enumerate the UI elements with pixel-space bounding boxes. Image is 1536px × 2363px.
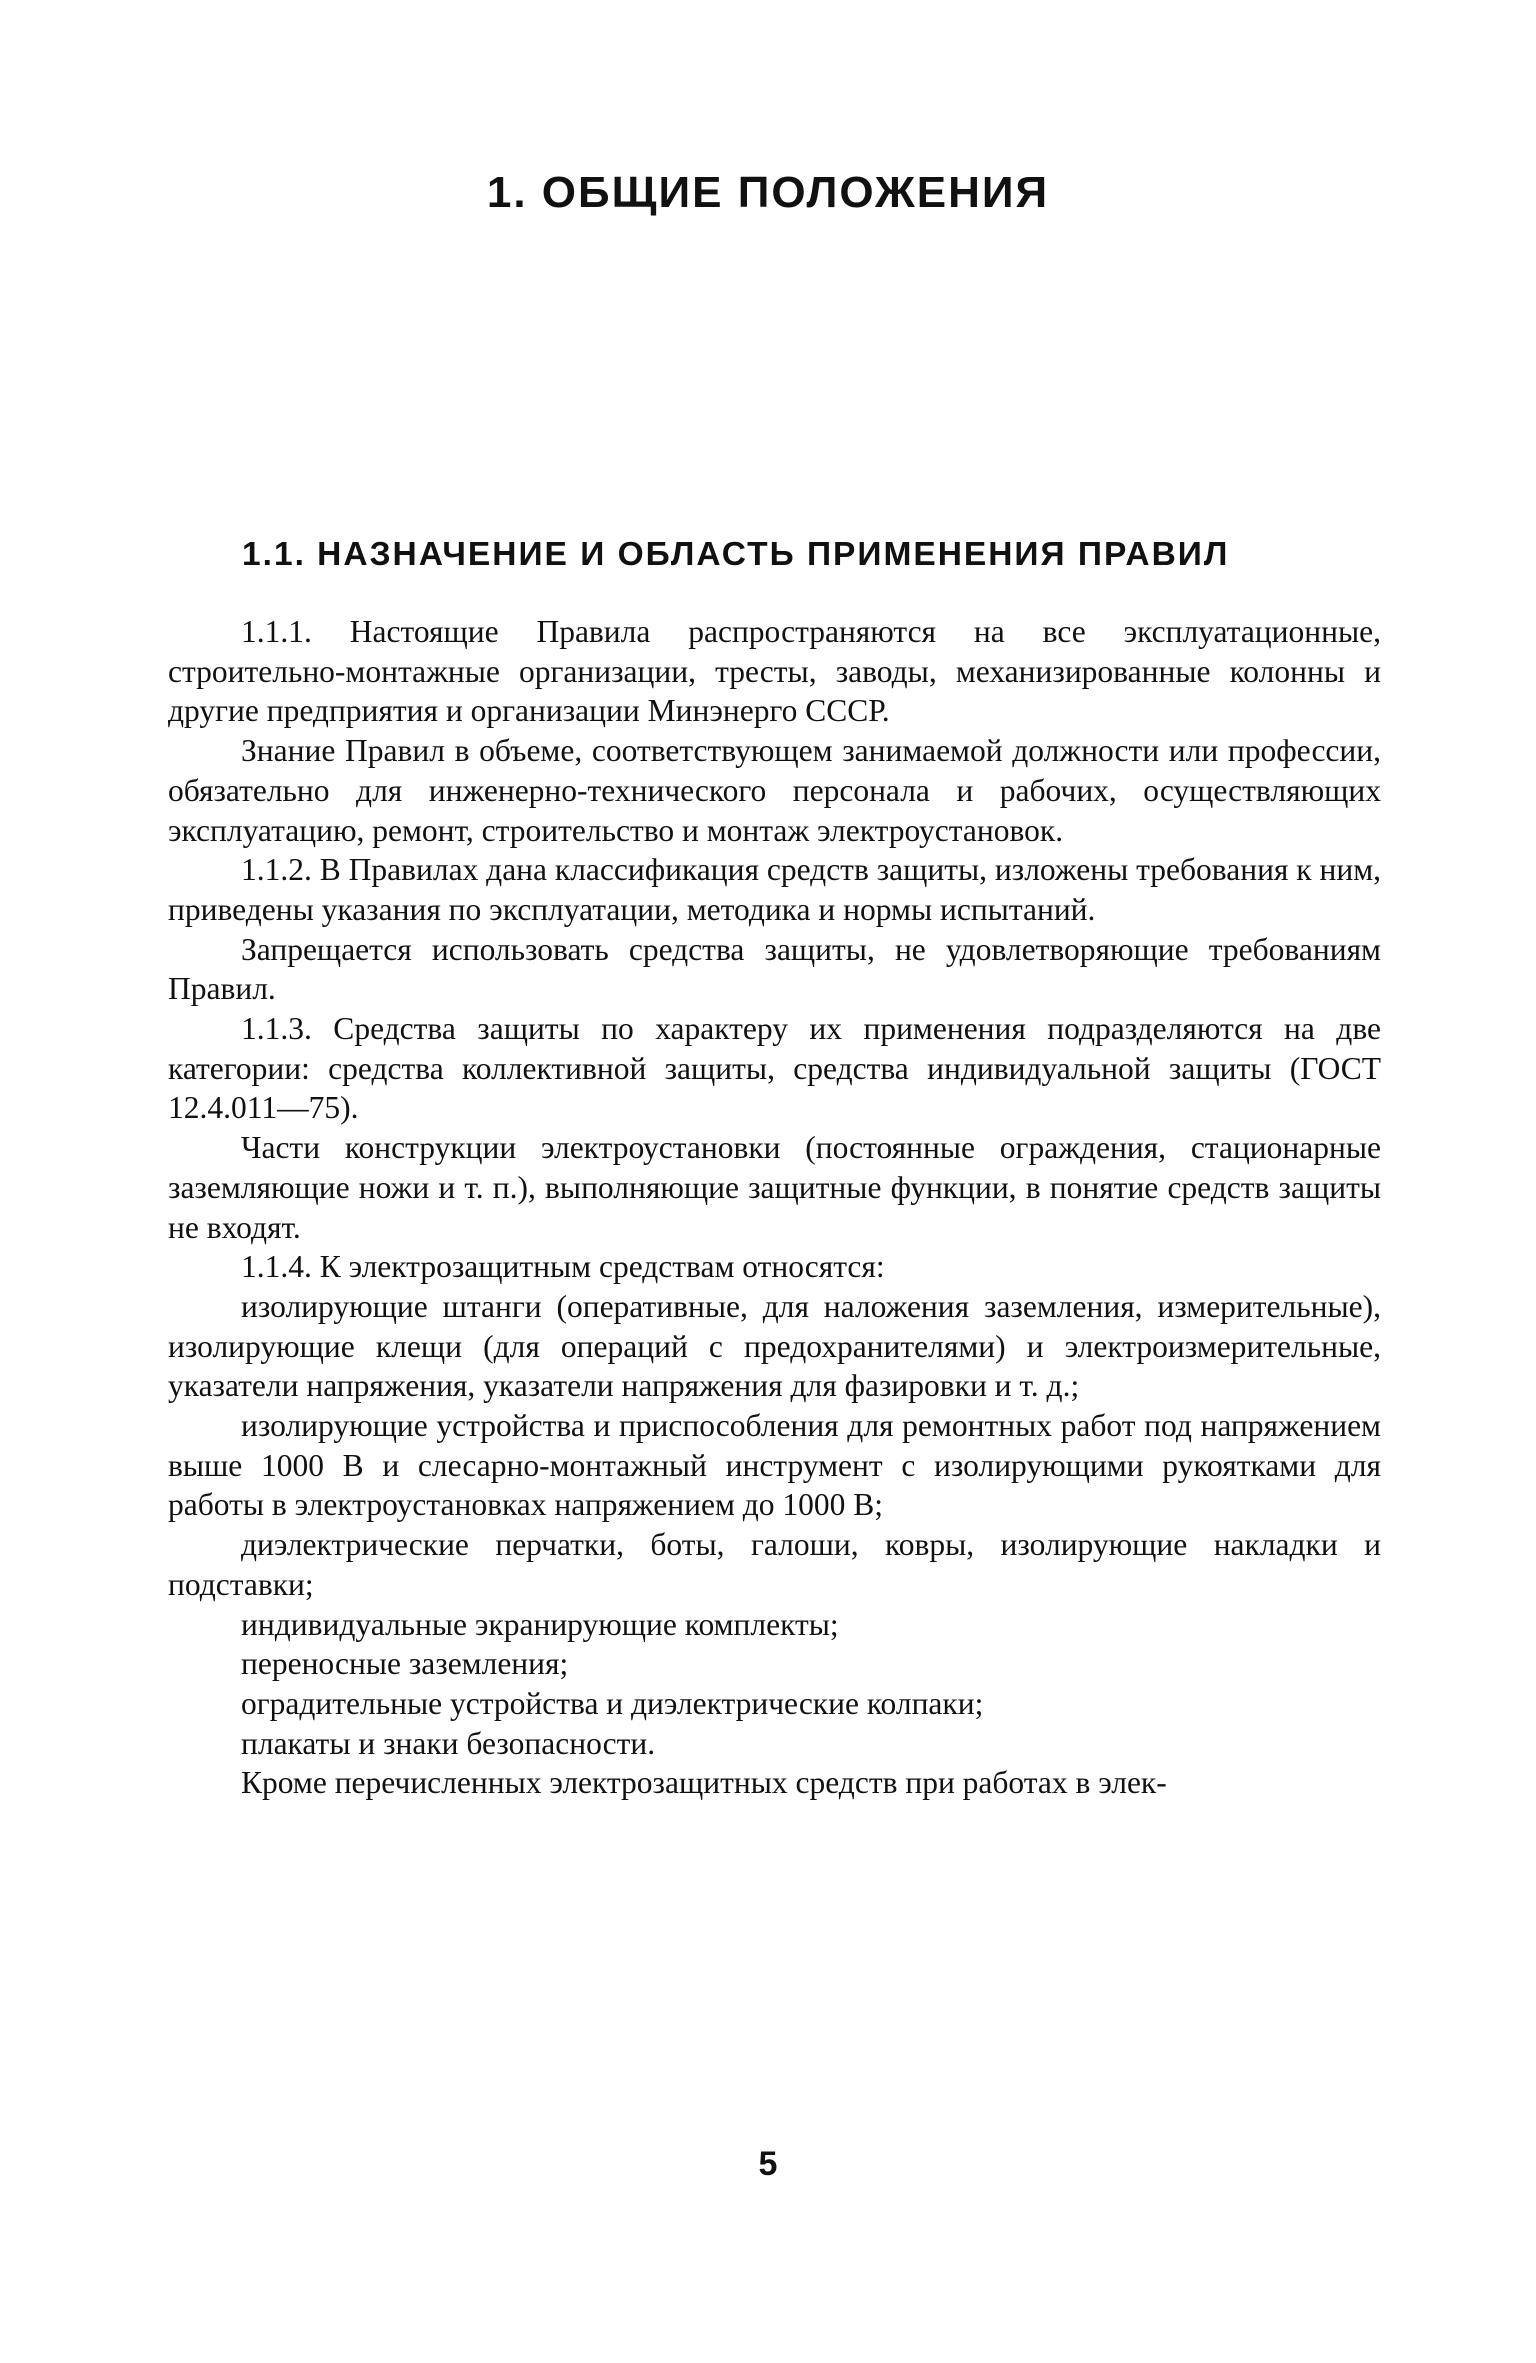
section-title: 1.1. НАЗНАЧЕНИЕ И ОБЛАСТЬ ПРИМЕНЕНИЯ ПРАВИЛ <box>242 536 1230 573</box>
paragraph-prohibition: Запрещается использовать средства защиты, не удовлетворяющие требованиям Правил. <box>168 931 1381 1007</box>
paragraph-1-1-2: 1.1.2. В Правилах дана классификация средств защиты, изложены требования к ним, приведены указания по эксплуатации, методика и нормы испытаний. <box>168 852 1381 927</box>
paragraph-knowledge: Знание Правил в объеме, соответствующем занимаемой должности или профессии, обязательно для инженерно-технического персонала и рабочих, осуществляющих эксплуатацию, ремонт, строительство и монтаж электроустановок. <box>168 733 1381 848</box>
list-item: изолирующие устройства и приспособления для ремонтных работ под напряжением выше 1000 В и слесарно-монтажный инструмент с изолирующими рукоятками для работы в электроустановках напряжением до 1000 В; <box>168 1408 1381 1523</box>
chapter-title: 1. ОБЩИЕ ПОЛОЖЕНИЯ <box>486 168 1050 217</box>
list-item: диэлектрические перчатки, боты, галоши, ковры, изолирующие накладки и подставки; <box>168 1527 1381 1602</box>
paragraph-1-1-1: 1.1.1. Настоящие Правила распространяются на все эксплуатационные, строительно-монтажные организации, тресты, заводы, механизированные колонны и другие предприятия и организации Минэнерго СССР. <box>168 614 1381 729</box>
paragraph-1-1-3: 1.1.3. Средства защиты по характеру их применения подразделяются на две категории: средства коллективной защиты, средства индивидуальной защиты (ГОСТ 12.4.011—75). <box>168 1011 1381 1126</box>
page-number: 5 <box>758 2145 778 2183</box>
list-item: переносные заземления; <box>241 1646 569 1682</box>
list-item: оградительные устройства и диэлектрические колпаки; <box>241 1685 984 1721</box>
list-item: индивидуальные экранирующие комплекты; <box>241 1606 839 1642</box>
paragraph-1-1-4: 1.1.4. К электрозащитным средствам относятся: <box>241 1249 885 1285</box>
paragraph-construction-parts: Части конструкции электроустановки (постоянные ограждения, стационарные заземляющие ножи и т. п.), выполняющие защитные функции, в понятие средств защиты не входят. <box>168 1130 1381 1245</box>
closing-paragraph: Кроме перечисленных электрозащитных средств при работах в элек- <box>241 1765 1167 1801</box>
body-text <box>168 612 1381 1803</box>
list-item: изолирующие штанги (оперативные, для наложения заземления, измерительные), изолирующие клещи (для операций с предохранителями) и электроизмерительные, указатели напряжения, указатели напряжения для фазировки и т. д.; <box>168 1288 1381 1404</box>
list-item: плакаты и знаки безопасности. <box>241 1725 656 1761</box>
